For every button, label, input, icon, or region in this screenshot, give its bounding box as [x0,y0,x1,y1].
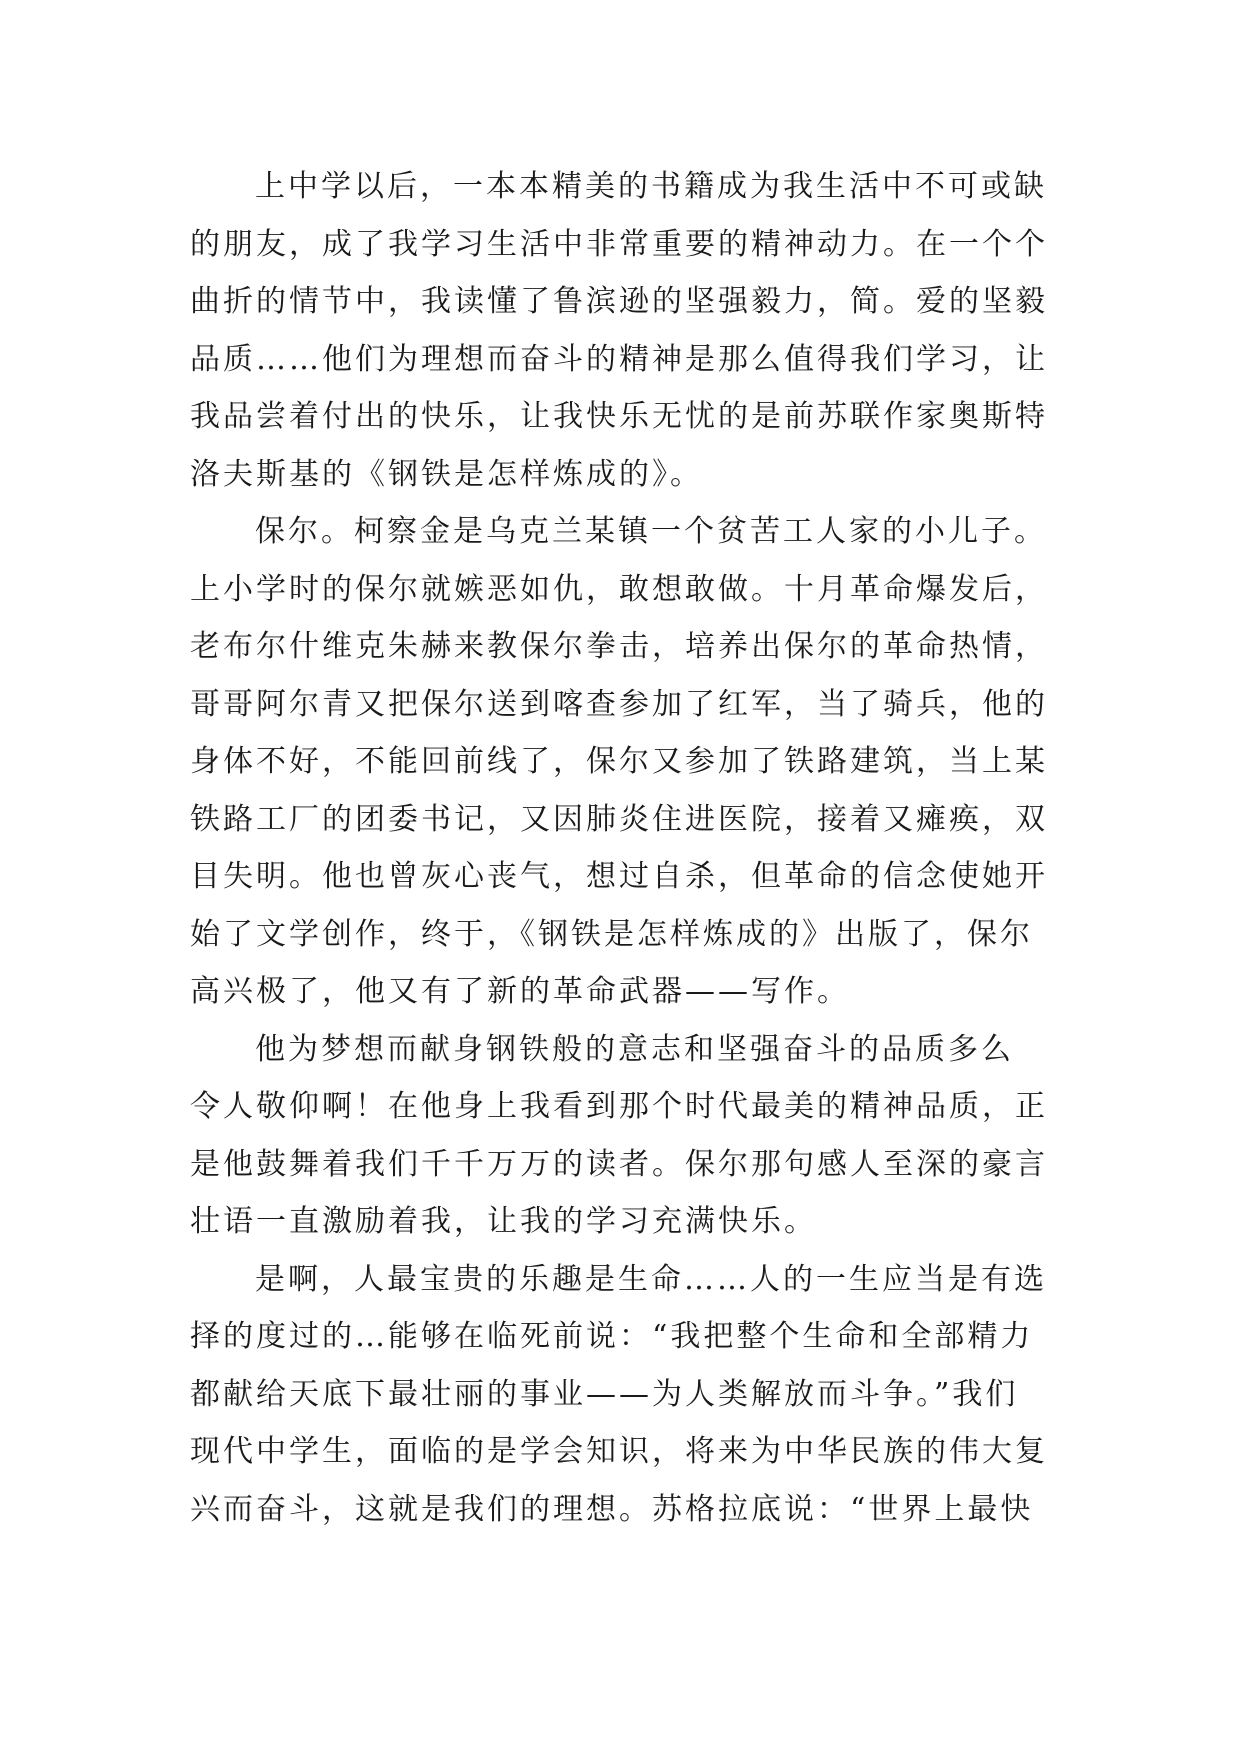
text-line: 我品尝着付出的快乐，让我快乐无忧的是前苏联作家奥斯特 [190,399,1048,434]
text-line: 品质……他们为理想而奋斗的精神是那么值得我们学习，让 [190,341,1048,377]
text-line: 目失明。他也曾灰心丧气，想过自杀，但革命的信念使她开 [190,859,1048,894]
text-line: 曲折的情节中，我读懂了鲁滨逊的坚强毅力，简。爱的坚毅 [190,284,1048,319]
paragraph-first-line: 保尔。柯察金是乌克兰某镇一个贫苦工人家的小儿子。 [255,514,1047,549]
text-line: 老布尔什维克朱赫来教保尔拳击，培养出保尔的革命热情， [190,629,1048,664]
text-line: 择的度过的…能够在临死前说：“我把整个生命和全部精力 [190,1319,1034,1354]
text-line: 是他鼓舞着我们千千万万的读者。保尔那句感人至深的豪言 [190,1146,1048,1182]
paragraph-first-line: 上中学以后，一本本精美的书籍成为我生活中不可或缺 [255,169,1047,204]
text-line: 的朋友，成了我学习生活中非常重要的精神动力。在一个个 [190,226,1048,262]
text-line: 上小学时的保尔就嫉恶如仇，敢想敢做。十月革命爆发后， [190,571,1048,607]
text-line: 都献给天底下最壮丽的事业——为人类解放而斗争。”我们 [190,1376,1019,1412]
text-line: 兴而奋斗，这就是我们的理想。苏格拉底说：“世界上最快 [190,1491,1034,1527]
text-line: 洛夫斯基的《钢铁是怎样炼成的》。 [190,456,703,492]
text-line: 铁路工厂的团委书记，又因肺炎住进医院，接着又瘫痪，双 [190,801,1048,837]
paragraph-first-line: 是啊，人最宝贵的乐趣是生命……人的一生应当是有选 [255,1261,1047,1297]
text-line: 始了文学创作，终于，《钢铁是怎样炼成的》出版了，保尔 [190,916,1033,952]
text-line: 身体不好，不能回前线了，保尔又参加了铁路建筑，当上某 [190,744,1048,779]
paragraph-first-line: 他为梦想而献身钢铁般的意志和坚强奋斗的品质多么 [255,1031,1014,1067]
body-text [190,158,1050,1538]
text-line: 哥哥阿尔青又把保尔送到喀查参加了红军，当了骑兵，他的 [190,686,1048,722]
text-line: 壮语一直激励着我，让我的学习充满快乐。 [190,1204,817,1239]
text-line: 令人敬仰啊！在他身上我看到那个时代最美的精神品质，正 [190,1089,1048,1124]
text-line: 高兴极了，他又有了新的革命武器——写作。 [190,974,850,1009]
text-line: 现代中学生，面临的是学会知识，将来为中华民族的伟大复 [190,1434,1048,1469]
